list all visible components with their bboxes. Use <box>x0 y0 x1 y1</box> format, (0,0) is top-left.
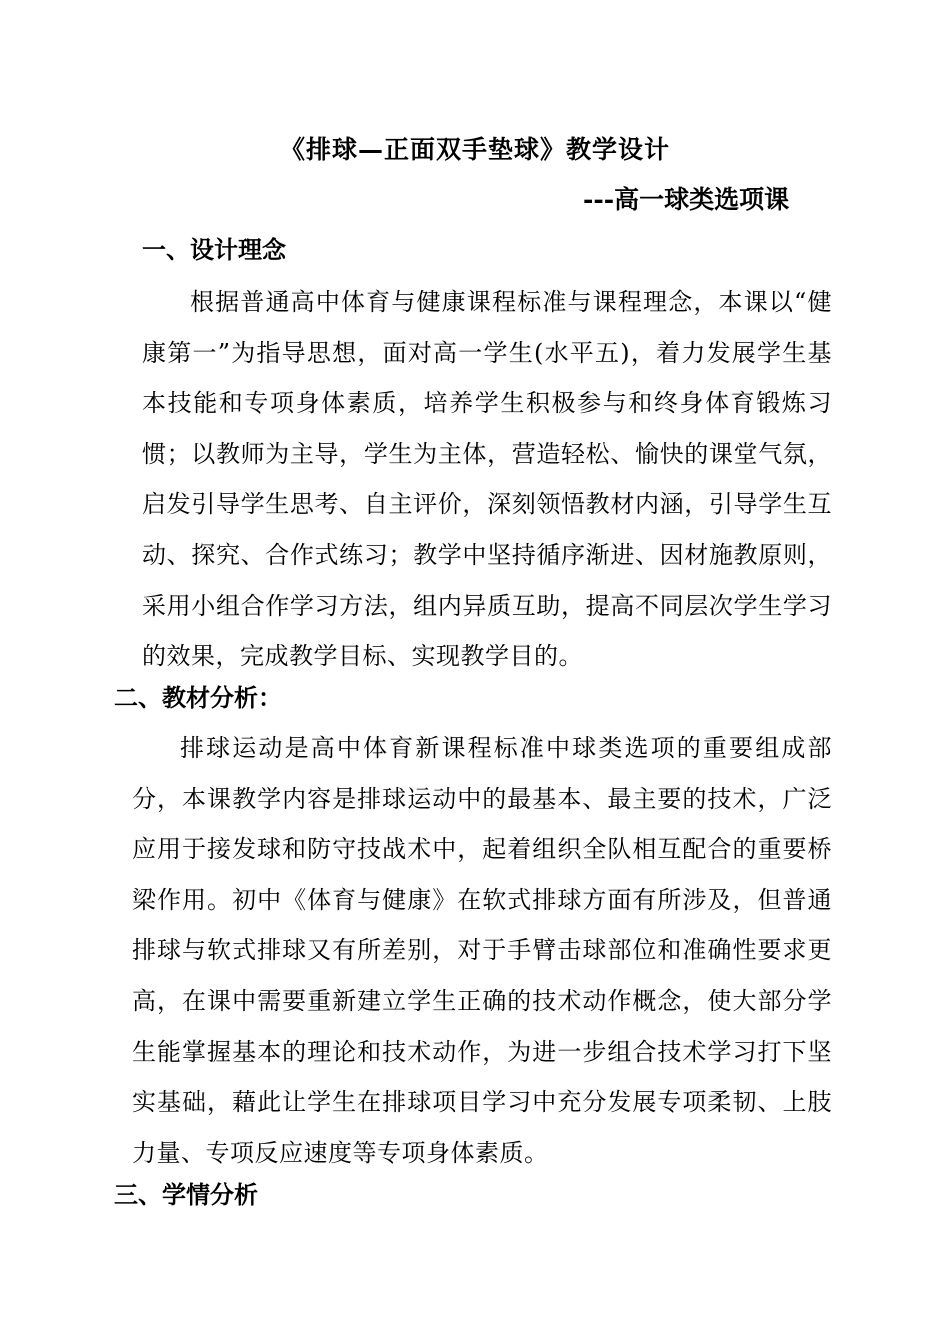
section-body-material-analysis: 排球运动是高中体育新课程标准中球类选项的重要组成部分，本课教学内容是排球运动中的最基本、最主要的技术，广泛应用于接发球和防守技战术中，起着组织全队相互配合的重要桥梁作用。初中《体育与健康》在软式排球方面有所涉及，但普通排球与软式排球又有所差别，对于手臂击球部位和准确性要求更高，在课中需要重新建立学生正确的技术动作概念，使大部分学生能掌握基本的理论和技术动作，为进一步组合技术学习打下坚实基础，藉此让学生在排球项目学习中充分发展专项柔韧、上肢力量、专项反应速度等专项身体素质。 <box>132 734 832 1167</box>
section-body-design-concept: 根据普通高中体育与健康课程标准与课程理念，本课以“健康第一”为指导思想，面对高一学生(水平五)，着力发展学生基本技能和专项身体素质，培养学生积极参与和终身体育锻炼习惯；以教师为主导，学生为主体，营造轻松、愉快的课堂气氛，启发引导学生思考、自主评价，深刻领悟教材内涵，引导学生互动、探究、合作式练习；教学中坚持循序渐进、因材施教原则，采用小组合作学习方法，组内异质互助，提高不同层次学生学习的效果，完成教学目标、实现教学目的。 <box>142 288 832 671</box>
section-heading-design-concept: 一、设计理念 <box>142 235 286 264</box>
section-heading-student-analysis: 三、学情分析 <box>114 1180 258 1209</box>
document-subtitle: ---高一球类选项课 <box>583 185 790 214</box>
document-title: 《排球—正面双手垫球》教学设计 <box>279 135 670 164</box>
section-heading-material-analysis: 二、教材分析： <box>114 683 282 712</box>
